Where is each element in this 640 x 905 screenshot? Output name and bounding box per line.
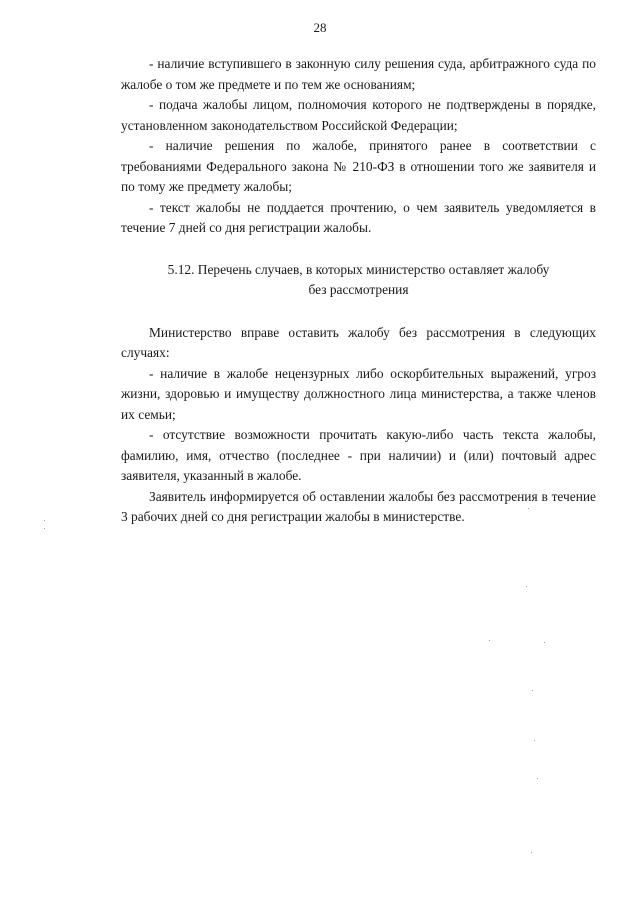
paragraph-prior-decision: - наличие решения по жалобе, принятого ранее в соответствии с требованиями Федерального закона № 210-ФЗ в отношении того же заявителя и по тому же предмету жалобы; (121, 138, 596, 194)
section-heading-line-1: 5.12. Перечень случаев, в которых министерство оставляет жалобу (167, 261, 550, 277)
paragraph-unauthorized-person: - подача жалобы лицом, полномочия которого не подтверждены в порядке, установленном законодательством Российской Федерации; (121, 97, 596, 133)
paragraph-court-decision: - наличие вступившего в законную силу решения суда, арбитражного суда по жалобе о том же предмете и по тем же основаниям; (121, 56, 596, 92)
document-body (121, 54, 596, 528)
paragraph-ministry-right: Министерство вправе оставить жалобу без рассмотрения в следующих случаях: (121, 324, 596, 360)
section-heading-line-2: без рассмотрения (308, 282, 409, 297)
section-heading-5-12 (121, 260, 596, 301)
paragraph-obscene-language: - наличие в жалобе нецензурных либо оскорбительных выражений, угроз жизни, здоровью и имуществу должностного лица министерства, а также членов их семьи; (121, 365, 596, 422)
paragraph-illegible-details: - отсутствие возможности прочитать какую-либо часть текста жалобы, фамилию, имя, отчество (последнее - при наличии) и (или) почтовый адрес заявителя, указанный в жалобе. (121, 427, 596, 483)
paragraph-applicant-notified: Заявитель информируется об оставлении жалобы без рассмотрения в течение 3 рабочих дней со дня регистрации жалобы в министерстве. (121, 488, 596, 524)
page-number: 28 (313, 20, 327, 35)
paragraph-unreadable-text: - текст жалобы не поддается прочтению, о чем заявитель уведомляется в течение 7 дней со дня регистрации жалобы. (121, 199, 596, 235)
